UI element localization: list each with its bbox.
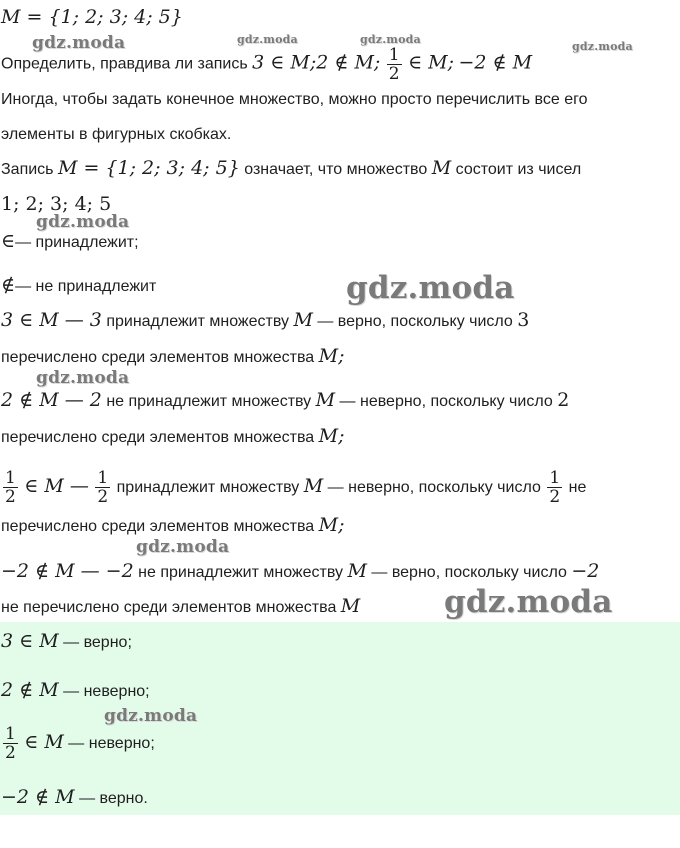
- item2-line-2: перечислено среди элементов множества M;: [1, 425, 345, 447]
- not-belongs-line: ∉— не принадлежит: [1, 274, 157, 296]
- record-line: Запись M = {1; 2; 3; 4; 5} означает, что множество M состоит из чисел: [1, 157, 582, 179]
- answer-1: 3 ∈ M — верно;: [1, 630, 132, 652]
- fraction-half: $\frac{1}{2}$: [388, 45, 400, 84]
- answer-3: $\frac{1}{2}$ ∈ M — неверно;: [5, 724, 155, 764]
- item3-line-2: перечислено среди элементов множества M;: [1, 514, 345, 536]
- watermark-logo: gdz.moda: [136, 537, 230, 557]
- watermark-logo: gdz.moda: [346, 270, 515, 306]
- answer-2: 2 ∉ M — неверно;: [1, 679, 150, 701]
- item2-line-1: 2 ∉ M — 2 не принадлежит множеству M — неверно, поскольку число 2: [1, 389, 570, 411]
- watermark-logo: gdz.moda: [36, 212, 130, 232]
- not-element-of-symbol: ∉: [1, 274, 16, 296]
- watermark-logo: gdz.moda: [444, 584, 613, 620]
- intro-line-2: элементы в фигурных скобках.: [1, 126, 232, 143]
- question-line: Определить, правдива ли запись 3 ∈ M;2 ∉ M; $\frac{1}{2}$ ∈ M; −2 ∉ M: [1, 45, 533, 84]
- watermark-logo: gdz.moda: [32, 33, 126, 53]
- item1-line-1: 3 ∈ M — 3 принадлежит множеству M — верно, поскольку число 3: [1, 309, 530, 331]
- set-definition: M = {1; 2; 3; 4; 5}: [1, 6, 183, 28]
- watermark-logo: gdz.moda: [104, 706, 198, 726]
- item1-line-2: перечислено среди элементов множества M;: [1, 345, 345, 367]
- watermark-logo: gdz.moda: [237, 33, 298, 46]
- numbers-line: 1; 2; 3; 4; 5: [1, 193, 112, 215]
- item4-line-1: −2 ∉ M — −2 не принадлежит множеству M — верно, поскольку число −2: [1, 560, 600, 582]
- belongs-line: ∈— принадлежит;: [1, 230, 139, 252]
- element-of-symbol: ∈: [1, 230, 16, 252]
- watermark-logo: gdz.moda: [360, 33, 421, 46]
- watermark-logo: gdz.moda: [36, 368, 130, 388]
- item4-line-2: не перечислено среди элементов множества M: [1, 595, 361, 617]
- watermark-logo: gdz.moda: [572, 40, 633, 53]
- answer-4: −2 ∉ M — верно.: [1, 786, 148, 808]
- question-text: Определить, правдива ли запись: [1, 55, 248, 73]
- intro-line-1: Иногда, чтобы задать конечное множество, можно просто перечислить все его: [1, 91, 588, 108]
- item3-line-1: $\frac{1}{2}$ ∈ M — $\frac{1}{2}$ принадлежит множеству M — неверно, поскольку число $\frac{1}{2}$ не: [5, 468, 587, 508]
